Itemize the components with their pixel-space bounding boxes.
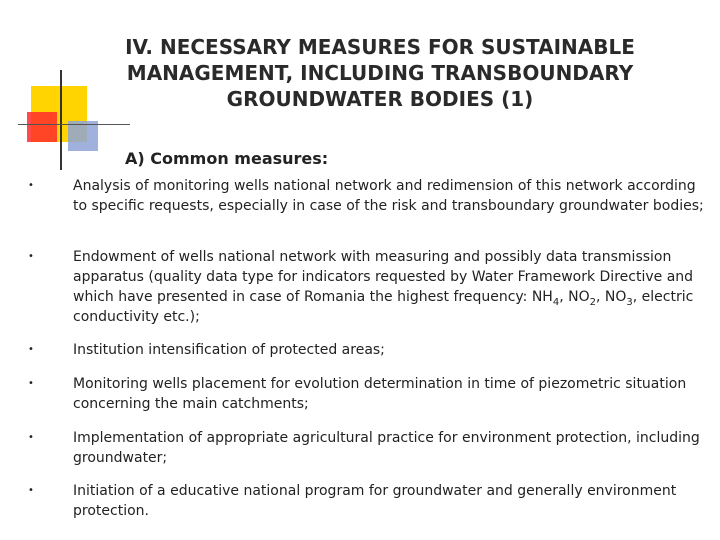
bullet-icon: • — [28, 180, 34, 191]
bullet-icon: • — [28, 485, 34, 496]
slide-title-line-2: MANAGEMENT, INCLUDING TRANSBOUNDARY — [126, 61, 634, 85]
list-item-text-main: Endowment of wells national network with measuring and possibly data transmission apparatus (quality data type for indicators requested by Water Framework Directive and which have presented in case of Romania the highest frequency: NH — [73, 249, 694, 305]
subscript-4: 4 — [552, 296, 560, 308]
decor-red-square — [27, 112, 57, 142]
bullet-icon: • — [28, 432, 34, 443]
slide-title-line-3: GROUNDWATER BODIES (1) — [226, 87, 534, 111]
subscript-3: 3 — [626, 296, 633, 308]
slide-title-line-1: IV. NECESSARY MEASURES FOR SUSTAINABLE — [125, 35, 635, 59]
bullet-icon: • — [28, 378, 34, 389]
list-item-text — [73, 247, 709, 327]
list-item-text: Implementation of appropriate agricultural practice for environment protection, including groundwater; — [73, 430, 700, 466]
bullet-icon: • — [28, 344, 34, 355]
decor-blue-square — [68, 121, 98, 151]
section-subtitle: A) Common measures: — [125, 149, 329, 168]
list-item-text-part: , NO — [559, 289, 590, 305]
bullet-icon: • — [28, 251, 34, 262]
decor-vertical-line — [60, 70, 62, 170]
slide-title — [80, 34, 680, 112]
subscript-2: 2 — [589, 296, 596, 308]
list-item-text-part: , NO — [595, 289, 627, 305]
list-item-text: Monitoring wells placement for evolution determination in time of piezometric situation concerning the main catchments; — [73, 376, 687, 412]
decor-horizontal-line — [18, 124, 130, 125]
list-item-text: Initiation of a educative national program for groundwater and generally environment protection. — [73, 483, 677, 519]
list-item-text: Institution intensification of protected areas; — [73, 342, 385, 358]
list-item-text-tail: , electric conductivity etc.); — [73, 289, 694, 325]
list-item-text: Analysis of monitoring wells national network and redimension of this network according to specific requests, especially in case of the risk and transboundary groundwater bodies; — [73, 178, 704, 214]
